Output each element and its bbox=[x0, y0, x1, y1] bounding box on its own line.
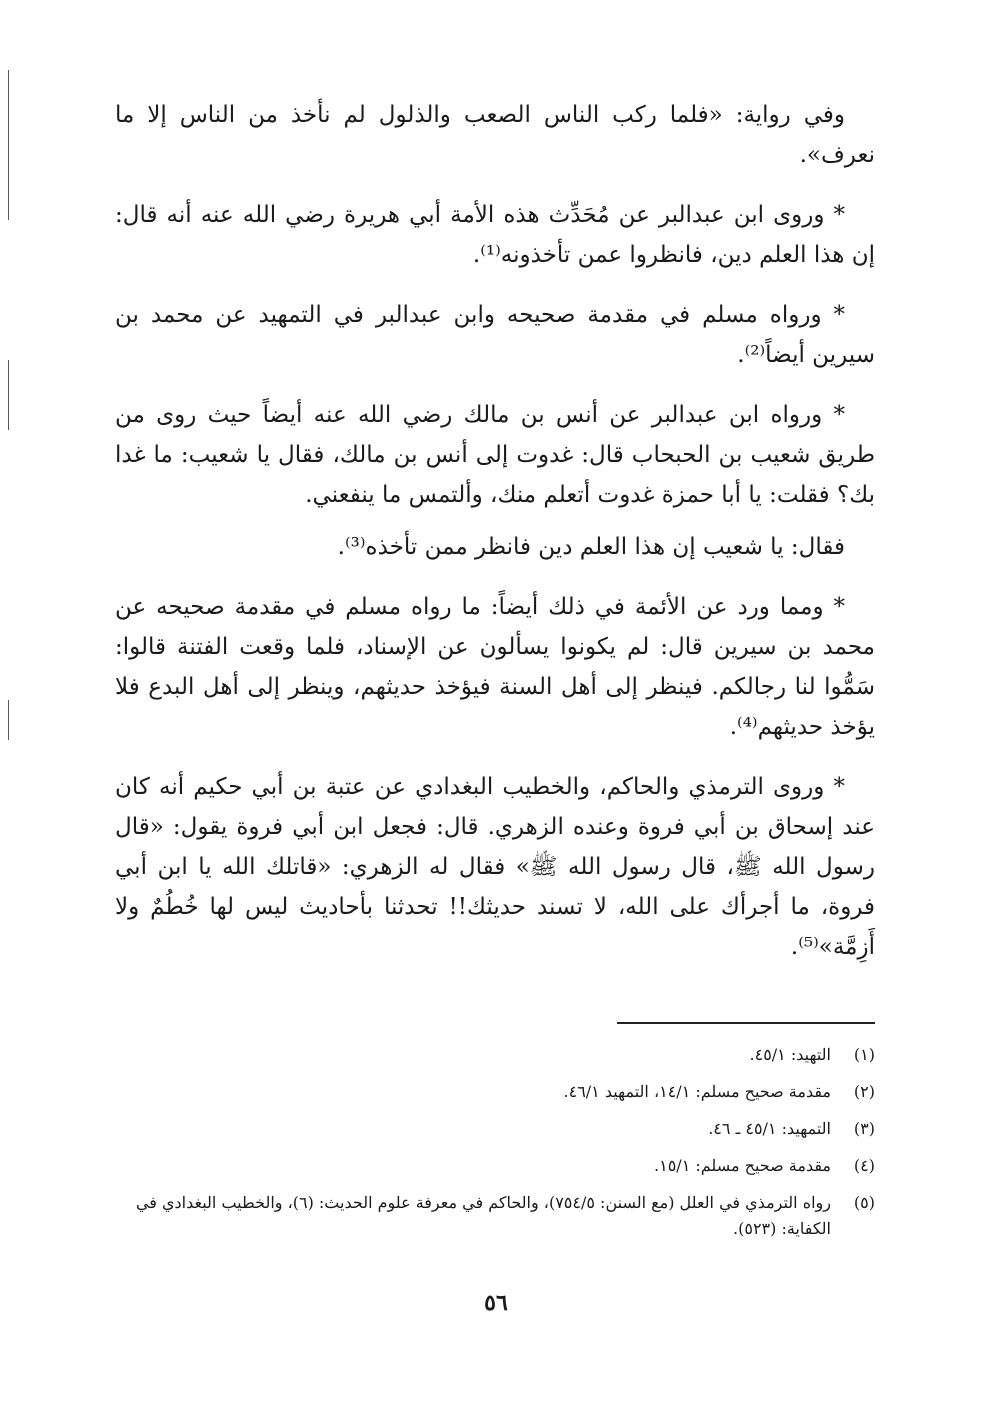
footnote-1 bbox=[115, 1036, 875, 1073]
footnote-text: التمهيد: ٤٥/١ ـ ٤٦. bbox=[708, 1119, 831, 1138]
footnote-number: (٢) bbox=[853, 1082, 875, 1101]
paragraph-ibn-sirin: * ورواه مسلم في مقدمة صحيحه وابن عبدالبر في التمهيد عن محمد بن سيرين أيضاً⁽²⁾. bbox=[115, 302, 875, 368]
paragraph-riwaya: وفي رواية: «فلما ركب الناس الصعب والذلول لم نأخذ من الناس إلا ما نعرف». bbox=[115, 102, 875, 168]
footnote-number: (١) bbox=[853, 1045, 875, 1064]
footnote-text: رواه الترمذي في العلل (مع السنن: ٧٥٤/٥)، والحاكم في معرفة علوم الحديث: (٦)، والخطيب البغدادي في الكفاية: (٥٢٣). bbox=[135, 1193, 831, 1238]
footnotes bbox=[115, 1036, 875, 1242]
scan-edge-line bbox=[8, 360, 9, 430]
footnote-3 bbox=[115, 1110, 875, 1147]
footnote-4 bbox=[115, 1147, 875, 1184]
footnote-number: (٣) bbox=[853, 1119, 875, 1138]
footnote-text: مقدمة صحيح مسلم: ١٤/١، التمهيد ٤٦/١. bbox=[563, 1082, 831, 1101]
footnote-5 bbox=[115, 1184, 875, 1242]
paragraph-isnad: * ومما ورد عن الأئمة في ذلك أيضاً: ما رواه مسلم في مقدمة صحيحه عن محمد بن سيرين قال: لم يكونوا يسألون عن الإسناد، فلما وقعت الفتنة قالوا: سَمُّوا لنا رجالكم. فينظر إلى أهل السنة فيؤخذ حديثهم، وينظر إلى أهل البدع فلا يؤخذ حديثهم⁽⁴⁾. bbox=[115, 594, 875, 740]
footnote-number: (٤) bbox=[853, 1156, 875, 1175]
paragraph-abu-hurayra: * وروى ابن عبدالبر عن مُحَدِّث هذه الأمة أبي هريرة رضي الله عنه أنه قال: إن هذا العلم دين، فانظروا عمن تأخذونه⁽¹⁾. bbox=[115, 202, 875, 268]
footnote-divider bbox=[617, 1022, 875, 1024]
footnote-text: التهيد: ٤٥/١. bbox=[749, 1045, 831, 1064]
scan-edge-line bbox=[8, 700, 9, 740]
paragraph-anas: * ورواه ابن عبدالبر عن أنس بن مالك رضي الله عنه أيضاً حيث روى من طريق شعيب بن الحبحاب قال: غدوت إلى أنس بن مالك، فقال يا شعيب: ما غدا بك؟ فقلت: يا أبا حمزة غدوت أتعلم منك، وألتمس ما ينفعني. bbox=[115, 402, 875, 508]
page-number: ٥٦ bbox=[484, 1290, 508, 1316]
page-body bbox=[115, 95, 875, 987]
paragraph-zuhri: * وروى الترمذي والحاكم، والخطيب البغدادي عن عتبة بن أبي حكيم أنه كان عند إسحاق بن أبي فروة وعنده الزهري. قال: فجعل ابن أبي فروة يقول: «قال رسول الله ﷺ، قال رسول الله ﷺ» فقال له الزهري: «قاتلك الله يا ابن أبي فروة، ما أجرأك على الله، لا تسند حديثك!! تحدثنا بأحاديث ليس لها خُطُمٌ ولا أَزِمَّة»⁽⁵⁾. bbox=[115, 774, 875, 960]
footnote-text: مقدمة صحيح مسلم: ١٥/١. bbox=[654, 1156, 831, 1175]
paragraph-shuayb-reply: فقال: يا شعيب إن هذا العلم دين فانظر ممن تأخذه⁽³⁾. bbox=[337, 534, 845, 560]
scan-edge-line bbox=[8, 70, 9, 220]
footnote-number: (٥) bbox=[853, 1193, 875, 1212]
footnote-2 bbox=[115, 1073, 875, 1110]
